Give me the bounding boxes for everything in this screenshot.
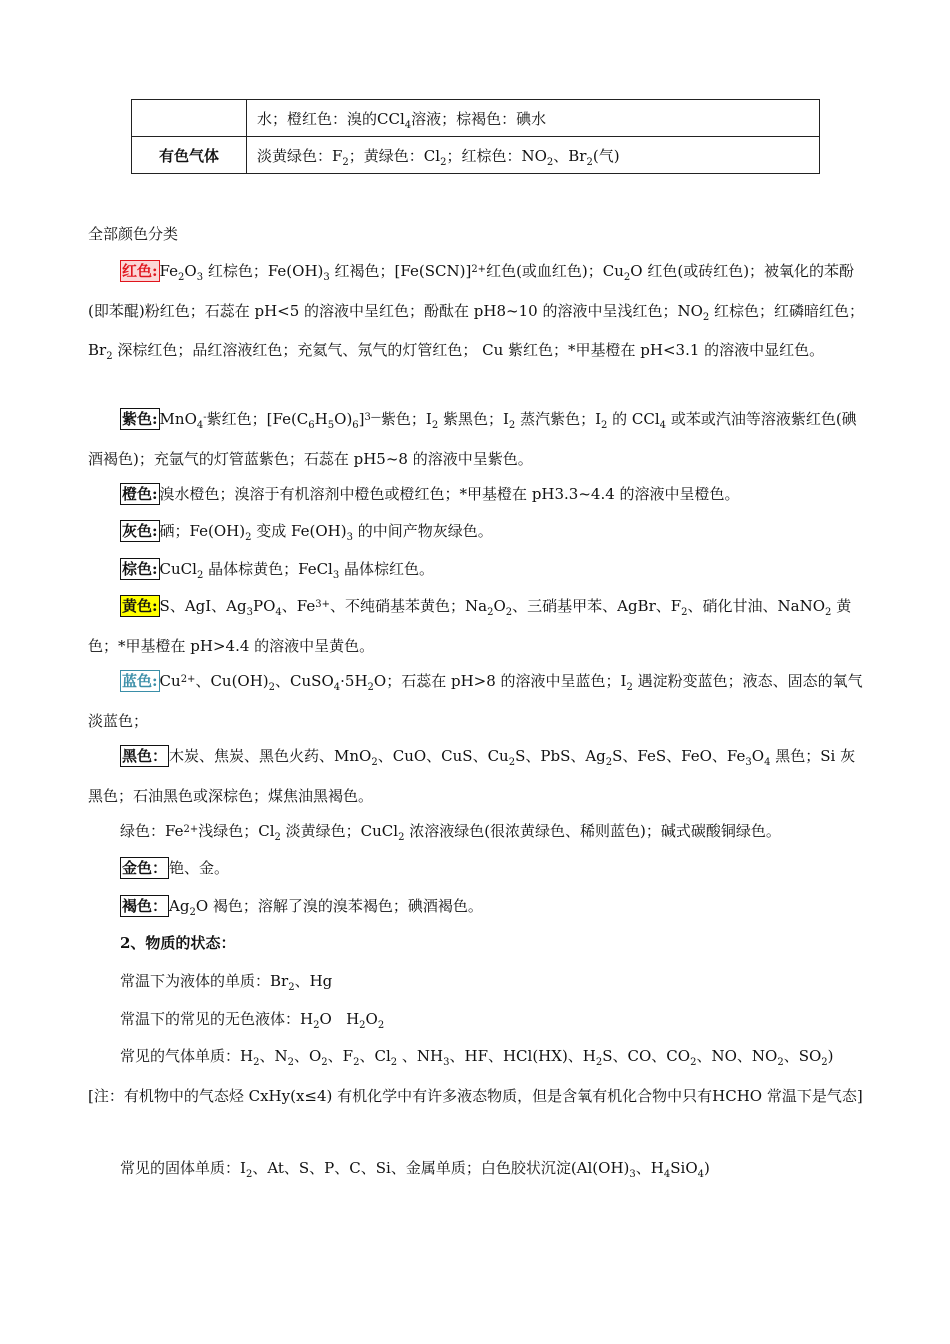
color-paragraph-blue: 蓝色: $Cu^{2+}$、$Cu(OH)_2$、$CuSO_4\cdot 5H_2O$；石蕊在 pH>8 的溶液中呈蓝色；$I_2$ 遇淀粉变蓝色；液态、固态的氧气淡蓝色； <box>88 672 863 730</box>
color-paragraph-brown: 棕色: CuCl$_2$ 晶体棕黄色；FeCl$_3$ 晶体棕红色。 <box>122 560 435 581</box>
color-tag: 黑色： <box>122 747 168 765</box>
table-row <box>132 137 820 174</box>
color-table <box>131 99 820 174</box>
color-paragraph-green: 绿色：$Fe^{2+}$浅绿色；$Cl_2$ 淡黄绿色；CuCl$_2$ 浓溶液绿色(很浓黄绿色、稀则蓝色)；碱式碳酸铜绿色。 <box>120 822 781 843</box>
states-heading: 2、物质的状态： <box>120 934 236 952</box>
section-heading: 全部颜色分类 <box>88 225 179 243</box>
color-paragraph-orange: 橙色: 溴水橙色；溴溶于有机溶剂中橙色或橙红色；*甲基橙在 pH3.3~4.4 的溶液中呈橙色。 <box>122 485 740 503</box>
table-content-cell: 水；橙红色：溴的CCl$_4$溶液；棕褐色：碘水 <box>247 100 820 137</box>
table-label-cell: 有色气体 <box>132 137 247 174</box>
color-tag: 黄色: <box>122 597 158 615</box>
solid-elements-line: 常见的固体单质：$I_2$、At、S、P、C、Si、金属单质；白色胶状沉淀($Al(OH)_3$、$H_4SiO_4$) <box>120 1159 710 1180</box>
color-tag: 蓝色: <box>122 672 158 690</box>
color-paragraph-gold <box>88 850 866 888</box>
table-content-cell: 淡黄绿色：$F_2$；黄绿色：$Cl_2$；红棕色：$NO_2$、$Br_2$(气) <box>247 137 820 174</box>
color-tag: 红色: <box>122 262 158 280</box>
color-tag: 褐色： <box>122 897 168 915</box>
color-tag: 灰色: <box>122 522 158 540</box>
color-paragraph-red: 红色: $Fe_2O_3$ 红棕色；$Fe(OH)_3$ 红褐色；$[Fe(SCN)]^{2+}$红色(或血红色)；$Cu_2O$ 红色(或砖红色)；被氧化的苯酚(即苯醌)粉红色；石蕊在 pH<5 的溶液中呈红色；酚酞在 pH8~10 的溶液中呈浅红色；$NO_2$ 红棕色；红磷暗红色；$Br_2$ 深棕红色；品红溶液红色；充氦气、氖气的灯管红色； Cu 紫红色；*甲基橙在 pH<3.1 的溶液中显红色。 <box>88 262 865 362</box>
color-paragraph-tan: 褐色： $Ag_2O$ 褐色；溶解了溴的溴苯褐色；碘酒褐色。 <box>122 897 483 918</box>
color-tag: 棕色: <box>122 560 158 578</box>
color-paragraph-purple: 紫色: MnO$_4$-紫红色；$[Fe(C_6H_5O)_6]^{3—}$紫色；$I_2$ 紫黑色；$I_2$ 蒸汽紫色；$I_2$ 的 CCl$_4$ 或苯或汽油等溶液紫红色(碘酒褐色)；充氩气的灯管蓝紫色；石蕊在 pH5~8 的溶液中呈紫色。 <box>88 410 857 468</box>
gold-text: 铯、金。 <box>169 859 230 877</box>
color-paragraph-gray: 灰色: 硒；$Fe(OH)_2$ 变成 $Fe(OH)_3$ 的中间产物灰绿色。 <box>122 522 493 543</box>
colorless-liquids-line: 常温下的常见的无色液体：$H_2O$ $H_2O_2$ <box>120 1010 385 1031</box>
color-paragraph-black: 黑色： 木炭、焦炭、黑色火药、MnO$_2$、CuO、CuS、$Cu_2S$、PbS、$Ag_2S$、FeS、FeO、$Fe_3O_4$ 黑色；Si 灰黑色；石油黑色或深棕色；煤焦油黑褐色。 <box>88 747 856 805</box>
table-row <box>132 100 820 137</box>
color-paragraph-yellow: 黄色: S、AgI、$Ag_3PO_4$、$Fe^{3+}$、不纯硝基苯黄色；$Na_2O_2$、三硝基甲苯、AgBr、$F_2$、硝化甘油、NaNO$_2$ 黄色；*甲基橙在 pH>4.4 的溶液中呈黄色。 <box>88 597 852 655</box>
color-tag: 金色： <box>122 859 168 877</box>
table-label-cell <box>132 100 247 137</box>
color-tag: 紫色: <box>122 410 158 428</box>
gas-elements-paragraph: 常见的气体单质：$H_2$、$N_2$、$O_2$、$F_2$、$Cl_2$ 、$NH_3$、HF、HCl(HX)、$H_2S$、CO、$CO_2$、NO、$NO_2$、$SO_2$)[注：有机物中的气态烃 CxHy(x≤4) 有机化学中有许多液态物质，但是含氧有机化合物中只有HCHO 常温下是气态] <box>88 1047 863 1105</box>
color-tag: 橙色: <box>122 485 158 503</box>
liquid-elements-line: 常温下为液体的单质：$Br_2$、Hg <box>120 972 333 993</box>
